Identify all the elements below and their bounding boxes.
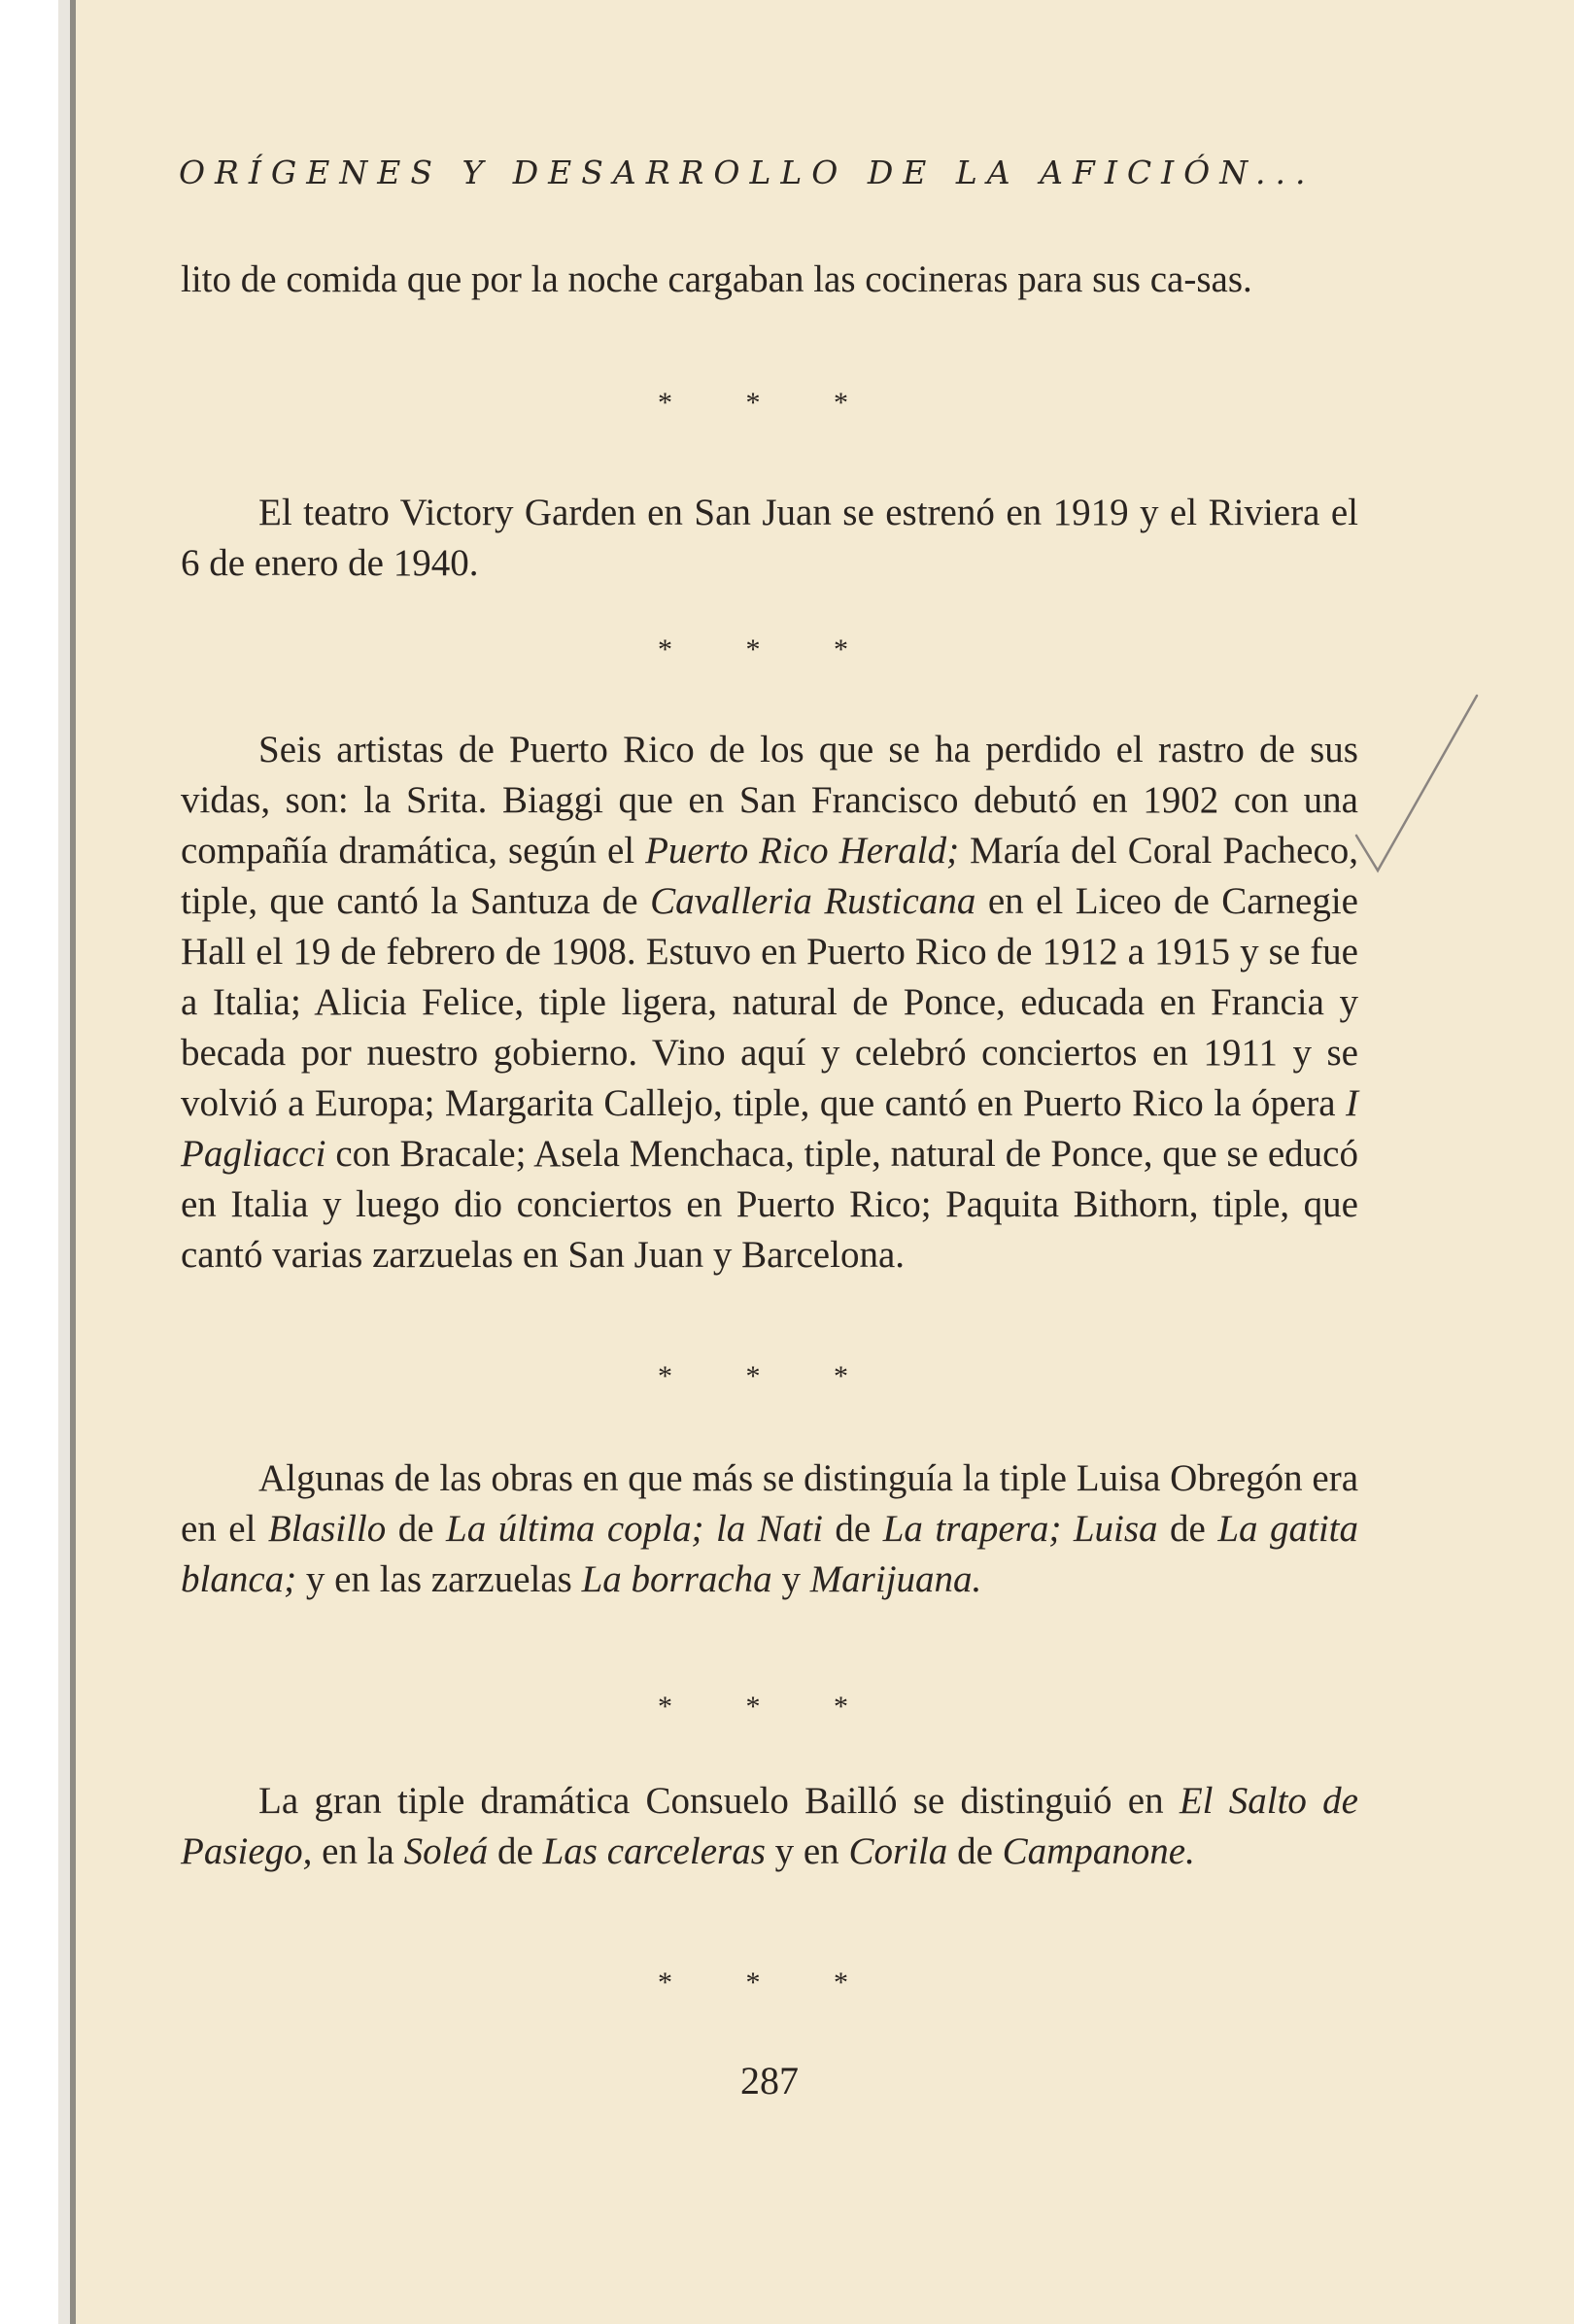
paragraph-2	[181, 488, 1358, 589]
p3-text-3: en el Liceo de Carnegie Hall el 19 de febrero de 1908. Estuvo en Puerto Rico de 1912 a 1915 y se fue a Italia; Alicia Felice, tiple ligera, natural de Ponce, educada en Francia y becada por nuestro gobierno. Vino aquí y celebró conciertos en 1911 y se volvió a Europa; Margarita Callejo, tiple, que cantó en Puerto Rico la ópera	[181, 880, 1358, 1124]
paragraph-1-text: lito de comida que por la noche cargaban las cocineras para sus ca-sas.	[181, 258, 1252, 300]
paragraph-4	[181, 1453, 1358, 1605]
p5-text-2: en la	[312, 1830, 404, 1872]
p5-text-4: y en	[765, 1830, 849, 1872]
section-separator-3: * * *	[658, 1360, 881, 1392]
p4-italic-5: La borracha	[581, 1558, 772, 1600]
page-number: 287	[740, 2059, 799, 2102]
p4-text-1: Algunas de las obras en que más se distinguía la tiple Luisa Obregón era en el	[181, 1457, 1358, 1550]
p3-italic-1: Puerto Rico Herald;	[645, 830, 960, 872]
p4-italic-3: La trapera; Luisa	[882, 1508, 1158, 1550]
paragraph-3	[181, 725, 1358, 1281]
section-separator-5: * * *	[658, 1966, 881, 1999]
p4-text-2: de	[386, 1508, 447, 1550]
p5-italic-1: El Salto de Pasiego,	[181, 1780, 1358, 1872]
paragraph-3-text	[181, 725, 1358, 1281]
p4-italic-6: Marijuana.	[809, 1558, 982, 1600]
running-head: ORÍGENES Y DESARROLLO DE LA AFICIÓN...	[179, 154, 1316, 191]
p4-text-5: y en las zarzuelas	[296, 1558, 582, 1600]
p5-italic-3: Las carceleras	[542, 1830, 766, 1872]
paragraph-2-text: El teatro Victory Garden en San Juan se estrenó en 1919 y el Riviera el 6 de enero de 1940.	[181, 492, 1358, 584]
p5-text-5: de	[947, 1830, 1003, 1872]
p5-text-1: La gran tiple dramática Consuelo Bailló se distinguió en	[258, 1780, 1180, 1822]
p4-italic-4: La gatita blanca;	[181, 1508, 1359, 1600]
section-separator-4: * * *	[658, 1691, 881, 1723]
p3-italic-2: Cavalleria Rusticana	[650, 880, 976, 922]
paragraph-5	[181, 1776, 1358, 1877]
p5-text-3: de	[488, 1830, 543, 1872]
section-separator-1: * * *	[658, 387, 881, 419]
binding-edge	[70, 0, 76, 2324]
paragraph-5-text	[181, 1776, 1358, 1877]
p5-italic-4: Corila	[848, 1830, 948, 1872]
p4-italic-1: Blasillo	[267, 1508, 387, 1550]
p3-text-4: con Bracale; Asela Menchaca, tiple, natural de Ponce, que se educó en Italia y luego dio conciertos en Puerto Rico; Paquita Bithorn, tiple, que cantó varias zarzuelas en San Juan y Barcelona.	[181, 1133, 1358, 1276]
p5-italic-5: Campanone.	[1002, 1830, 1195, 1872]
p3-italic-3: I Pagliacci	[181, 1082, 1358, 1175]
p4-italic-2: La última copla; la Nati	[446, 1508, 823, 1550]
section-separator-2: * * *	[658, 633, 881, 666]
p3-text-1: Seis artistas de Puerto Rico de los que se ha perdido el rastro de sus vidas, son: la Srita. Biaggi que en San Francisco debutó en 1902 con una compañía dramática, según el	[181, 729, 1358, 872]
p5-italic-2: Soleá	[403, 1830, 489, 1872]
paragraph-1	[181, 255, 1358, 305]
paragraph-4-text	[181, 1453, 1358, 1605]
p4-text-6: y	[771, 1558, 810, 1600]
p4-text-4: de	[1157, 1508, 1218, 1550]
p3-text-2: María del Coral Pacheco, tiple, que cantó la Santuza de	[181, 830, 1359, 922]
p4-text-3: de	[822, 1508, 883, 1550]
binding-shadow	[58, 0, 70, 2324]
checkmark-svg	[1349, 690, 1485, 874]
handwritten-checkmark-icon	[1349, 690, 1485, 874]
